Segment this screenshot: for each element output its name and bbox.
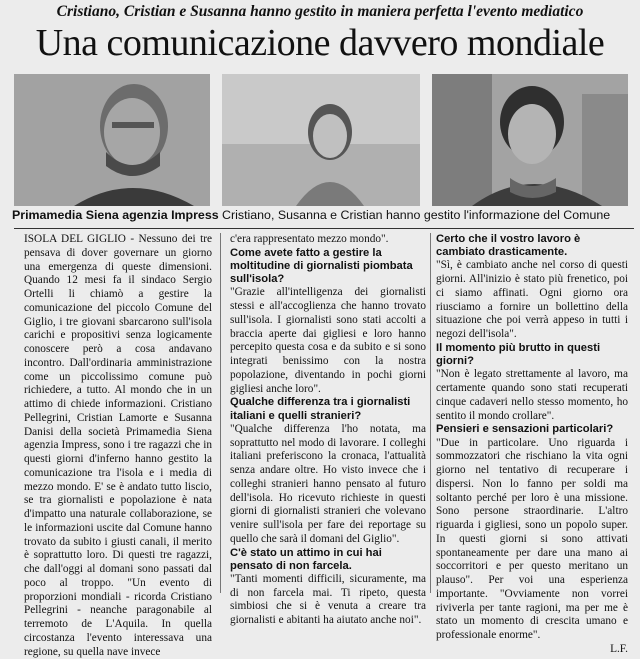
portrait-man-bearded-icon xyxy=(14,74,210,206)
photo-credit: Primamedia Siena agenzia Impress xyxy=(12,208,219,222)
article-column-3 xyxy=(436,233,628,657)
photo-cristiano xyxy=(14,74,210,206)
question-5: Il momento più brutto in questi giorni? xyxy=(436,341,601,368)
answer-3: "Tanti momenti difficili, sicuramente, ma di non farcela mai. Ti ripeto, questa simbiosi che si è venuta a creare tra giornalisti e abitanti ha aiutato anche noi". xyxy=(230,572,426,627)
portrait-woman-icon xyxy=(222,74,420,206)
caption-text: Cristiano, Susanna e Cristian hanno gestito l'informazione del Comune xyxy=(218,208,611,222)
column-divider xyxy=(220,233,221,593)
author-signature: L.F. xyxy=(610,642,628,655)
answer-1: "Grazie all'intelligenza dei giornalisti stessi e all'accoglienza che hanno trovato sull'isola. I giornalisti sono stati accolti a braccia aperte dai gigliesi e loro hanno percepito questa cosa e da subito e si sono integrati benissimo con la nostra popolazione, diventando in pochi giorni gigliesi anche loro". xyxy=(230,286,426,395)
article-body-col2-intro: c'era rappresentato mezzo mondo". xyxy=(230,233,389,245)
answer-4: "Sì, è cambiato anche nel corso di questi giorni. All'inizio è stato più frenetico, poi ci siamo affinati. Ogni giorno ora riusciamo a fornire un bollettino della situazione che poi verrà appeso in tutti i negozi dell'isola". xyxy=(436,259,628,341)
question-6: Pensieri e sensazioni particolari? xyxy=(436,423,614,436)
kicker: Cristiano, Cristian e Susanna hanno gestito in maniera perfetta l'evento mediatico xyxy=(56,3,584,20)
question-2: Qualche differenza tra i giornalisti italiani e quelli stranieri? xyxy=(230,396,411,422)
photo-caption xyxy=(12,208,632,222)
article-column-1 xyxy=(24,233,212,659)
portrait-man-icon xyxy=(432,74,628,206)
caption-rule xyxy=(14,228,634,229)
answer-6: "Due in particolare. Uno riguarda i sommozzatori che rischiano la vita ogni giorno nel tentativo di recuperare i dispersi. Non lo fanno per soldi ma soltanto perché per loro è una missione. Sono persone straordinarie. L'altro riguarda i gigliesi, sono un popolo super. In questi giorni si sono attivati spontaneamente per dare una mano ai soccorritori e per questo meritano un plauso". Per voi una esperienza importante. "Ovviamente non vorrei riviverla per tante ragioni, ma per me è stato un momento di crescita umano e professionale enorme". xyxy=(436,436,628,642)
question-1: Come avete fatto a gestire la moltitudine di giornalisti piombata sull'isola? xyxy=(230,246,413,286)
question-4: Certo che il vostro lavoro è cambiato drasticamente. xyxy=(436,233,581,259)
question-3: C'è stato un attimo in cui hai pensato di non farcela. xyxy=(230,546,382,572)
photo-susanna xyxy=(222,74,420,206)
article-body-col1: ISOLA DEL GIGLIO - Nessuno dei tre pensava di dover governare un giorno una emergenza di queste dimensioni. Quando 12 mesi fa il sindaco Sergio Ortelli li chiamò a gestire la comunicazione del piccolo Comune del Giglio, i tre giovani sbarcarono sull'isola carichi e propositivi senza logicamente conoscere però a cosa andavano incontro. Dall'ordinaria amministrazione come un piccolissimo comune può richiedere, a tutto. Al mondo che in un attimo di chiede informazioni. Cristiano Pellegrini, Cristian Lamorte e Susanna Danisi della società Primamedia Siena agenzia Impress, sono i tre ragazzi che in questi giorni d'inferno hanno gestito la comunicazione tra l'isola e i media di mezzo mondo. E' se è andato tutto liscio, se tra giornalisti e popolazione è nata d'impatto una naturale collaborazione, se le informazioni uscite dal Comune hanno trovato da subito i giusti canali, il merito è soprattutto loro. Di questi tre ragazzi, che dall'oggi al domani sono passati dal poco al troppo. "Un evento di proporzioni mondiali - ricorda Cristiano Pellegrini - neanche paragonabile al terremoto de L'Aquila. In quella circostanza l'evento interessava una regione, su quella nave invece xyxy=(24,233,212,658)
article-column-2 xyxy=(230,233,426,628)
headline: Una comunicazione davvero mondiale xyxy=(35,22,605,64)
photo-cristian xyxy=(432,74,628,206)
answer-5: "Non è legato strettamente al lavoro, ma certamente quando sono stati recuperati cinque cadaveri nello stesso momento, ho sentito il mondo crollare". xyxy=(436,368,628,422)
column-divider xyxy=(430,233,431,593)
answer-2: "Qualche differenza l'ho notata, ma soprattutto nel modo di lavorare. I colleghi italiani preferiscono la cronaca, l'attualità senza andare oltre. Ho visto invece che i colleghi stranieri hanno pensato al futuro dell'isola. Ho ricevuto richieste in questi giorni di giornalisti stranieri che volevano venire sull'isola per fare dei reportage su quello che sarà il domani del Giglio". xyxy=(230,422,426,545)
